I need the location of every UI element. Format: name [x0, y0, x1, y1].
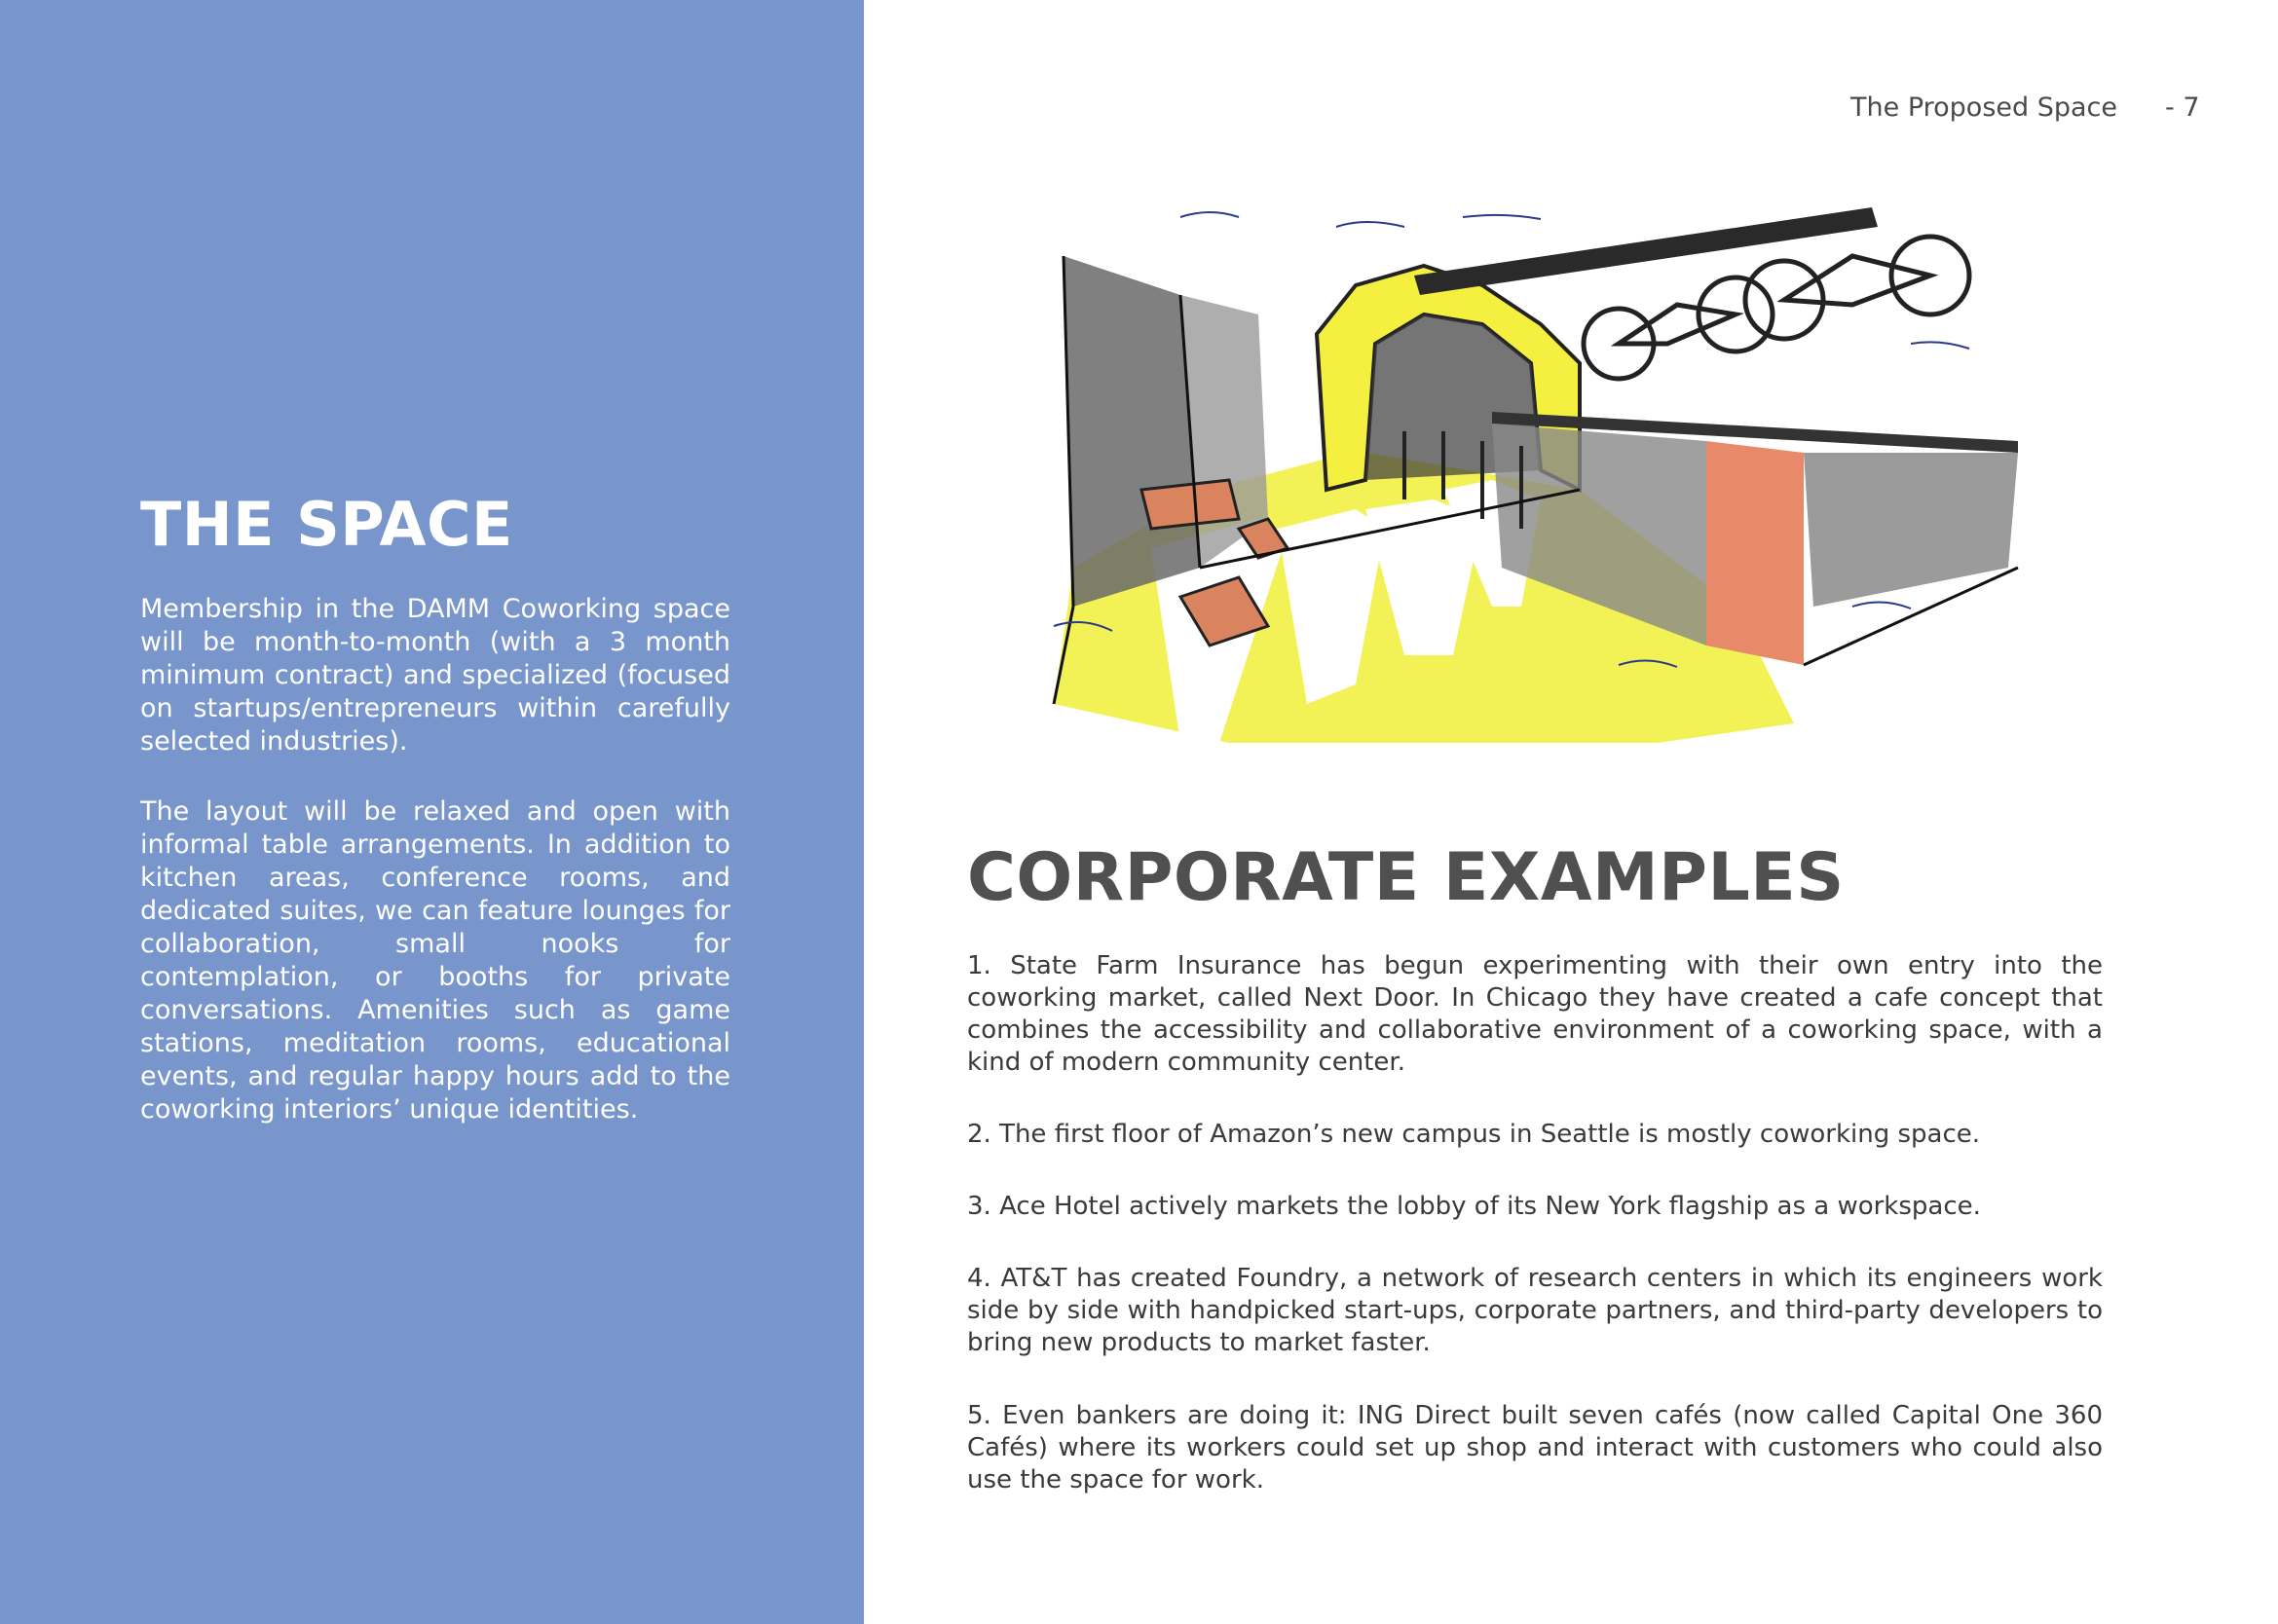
sketch-drawing: [1034, 198, 2026, 755]
example-item: 2. The first floor of Amazon’s new campus in Seattle is mostly coworking space.: [967, 1120, 1981, 1149]
sidebar-panel: [0, 0, 864, 1624]
counter-front: [1706, 441, 1804, 665]
bicycle-right: [1745, 237, 1969, 339]
example-item: 1. State Farm Insurance has begun experimenting with their own entry into the coworking market, called Next Door. In Chicago they have created a cafe concept that combines the accessibility and collaborative environment of a coworking space, with a kind of modern community center.: [967, 951, 2103, 1077]
example-item: 5. Even bankers are doing it: ING Direct built seven cafés (now called Capital One 360 Cafés) where its workers could set up shop and interact with customers who could also use the space for work.: [967, 1401, 2103, 1495]
interior-sketch-illustration: [1034, 198, 2026, 755]
left-wall: [1064, 256, 1200, 607]
sidebar-paragraph: The layout will be relaxed and open with informal table arrangements. In addition to kitchen areas, conference rooms, and dedicated suites, we can feature lounges for collaboration, small nooks for contemplation, or booths for private conversations. Amenities such as game stations, meditation rooms, educational events, and regular happy hours add to the coworking interiors’ unique identities.: [140, 796, 730, 1125]
corporate-examples-heading: CORPORATE EXAMPLES: [967, 839, 1845, 916]
page-header-title: The Proposed Space: [1850, 92, 2117, 123]
example-item: 3. Ace Hotel actively markets the lobby of its New York flagship as a workspace.: [967, 1192, 1981, 1221]
page-number: - 7: [2165, 92, 2200, 123]
sidebar-heading: THE SPACE: [140, 489, 513, 560]
example-item: 4. AT&T has created Foundry, a network of research centers in which its engineers work side by side with handpicked start-ups, corporate partners, and third-party developers to bring new products to market faster.: [967, 1264, 2103, 1357]
sidebar-paragraph: Membership in the DAMM Coworking space will be month-to-month (with a 3 month minimum contract) and specialized (focused on startups/entrepreneurs within carefully selected industries).: [140, 594, 730, 757]
